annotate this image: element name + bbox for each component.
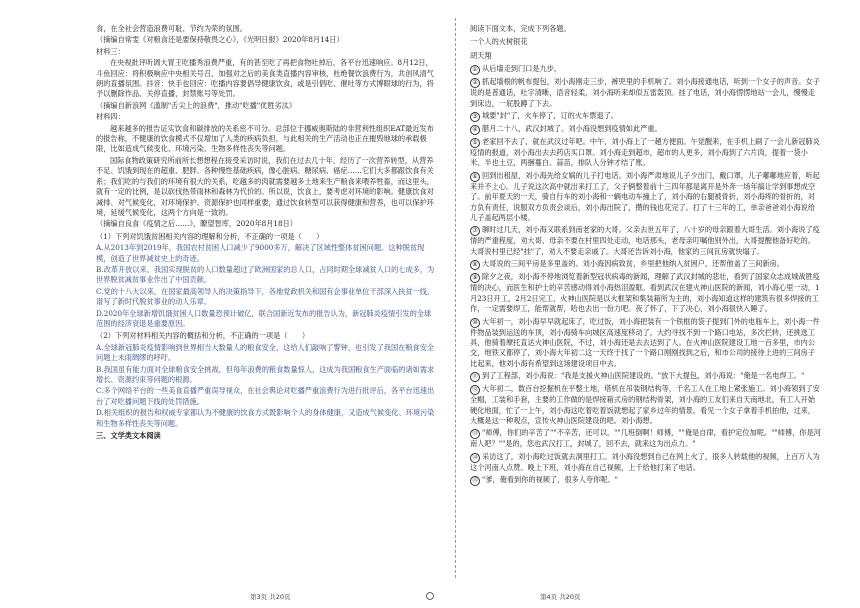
paragraph-number: ② bbox=[470, 78, 480, 88]
paragraph-number: ⑮ bbox=[471, 477, 478, 485]
material-3-label: 材料三： bbox=[96, 46, 125, 56]
paragraph-text: 采访这了，刘小海吃过饭就去洞里打工。刘小海没想到自己在网上火了，很多人转载他的视频，上百万人为这个河南人点赞。晚上下班，刘小海在自己视频，上千给他打来了电话。 bbox=[470, 451, 820, 472]
paragraph-text: 到了工程部，刘小海说："我是支援火神山医院建设的。"放下大提包，刘小海说："俺是一名电焊工。" bbox=[482, 371, 805, 381]
story-paragraph bbox=[470, 428, 822, 449]
paragraph-text: 腊月二十八，武汉封城了。刘小海没想到疫情如此严重。 bbox=[482, 124, 662, 134]
paragraph-text: 老家回不去了，就在武汉过年吧。中午，刘小海上了一趟方便面。午觉醒来，在手机上刷了一会儿新冠肺炎疫情的报道，刘小海出去去药店买口罩。刘小海走到超市，超市的人更多，刘小海到了六片肉，提着一袋小米、半也土豆，两捆蔓白、蒜苗，排队人分钟才结了账。 bbox=[470, 137, 820, 168]
paragraph-text: 大哥说的三间平房是多里盖的。刘小海因病致贫，乡里把他纳入贫困户，还帮他盖了三间新房。 bbox=[482, 259, 784, 269]
source-citation-1: （摘编自常雯《对粮食还是要保持敬畏之心》，《光明日报》2020年8月14日） bbox=[96, 35, 344, 45]
question-2: （2）下列对材料相关内容的概括和分析，不正确的一项是（ ） bbox=[96, 331, 310, 341]
page-number-right: 第4页 共20页 bbox=[540, 593, 581, 601]
story-paragraph bbox=[470, 272, 822, 314]
paragraph-text: 城要"封"了，火车停了，订的火车票退了。 bbox=[482, 111, 618, 121]
material-4-paragraph-2: 国际食物政策研究所前所长想想程在接受采访时说，我们在过去几十年，经历了一次营养转型，从营养不足、饥饿到现在的超重、肥胖、各种慢性基础疾病，像心脏病、糖尿病、癌症……它们大多都跟饮食有关系；我们吃的与我们的环境有很大的关系，吃越多的肉就需要越多土地来生产粮食来喂养牲畜，而这里头，就有一定的比例，是以砍伐热带雨林和森林为代价的。所以说，饮食上，要考虑对环境的影响。健康饮食对减排、对气候变化，对环境保护、资源保护也同样重要，通过饮食转型可以获得健康和营养，也可以保护环境，延缓气候变化，这两个方向是一致的。 bbox=[96, 155, 434, 217]
paragraph-number: ⑧ bbox=[470, 260, 480, 270]
binding-hole-icon bbox=[426, 592, 434, 600]
story-paragraph bbox=[470, 259, 822, 270]
material-4-paragraph-1: 越来越多的报告证实饮食和碳排放的关系密不可分。总部位于挪威奥斯陆的非营利性组织EAT最近发布的报告称，不健康的饮食模式不仅增加了人类的疾病负担，与此相关的生产活动也正在摧毁地球的承载极限，比如造成气候变化、环境污染、生物多样性丧失等问题。 bbox=[96, 123, 434, 154]
source-citation-2: （摘编自新浪网《滥制"舌尖上的浪费"，推动"吃播"优胜劣汰》 bbox=[96, 100, 297, 110]
paragraph-text: "爹，俺看到你的视频了，很多人夸你呢。" bbox=[482, 475, 618, 485]
reading-instruction: 阅读下面文本，完成下列各题。 bbox=[470, 24, 571, 33]
paragraph-number: ⑭ bbox=[471, 453, 478, 461]
story-author: 胡天翔 bbox=[470, 50, 492, 60]
paragraph-number: ⑪ bbox=[471, 373, 478, 381]
story-paragraph bbox=[470, 475, 822, 486]
question-1: （1）下列对饥饿贫困相关内容的理解和分析，不正确的一项是（ ） bbox=[96, 231, 324, 241]
right-column bbox=[470, 24, 822, 488]
source-citation-3: （摘编自良食《疫情之后……》，瞭望智库，2020年8月18日） bbox=[96, 219, 297, 229]
question-1-option-b[interactable]: B.改革开放以来，我国实现脱贫的人口数量超过了欧洲国家的总人口，占同时期全球减贫人口的七成多，为世界脱贫减贫事业作出了中国贡献。 bbox=[96, 264, 435, 285]
question-2-option-d[interactable]: D.相关组织的报告和权威专家都认为不健康的饮食方式既影响个人的身体健康，又造成气候变化、环境污染和生物多样性丧失等问题。 bbox=[96, 408, 435, 428]
intro-line: 食，在全社会营造浪费可耻、节约为荣的氛围。 bbox=[96, 24, 247, 33]
paragraph-number: ③ bbox=[470, 112, 480, 122]
paragraph-text: 大年初一，刘小海早早就起床了，吃过饭，刘小海把装有一个铁框的袋子提到门外的电瓶车上，刘小海一件件物品装到运送的车顶，刘小海骑车向城区高速度移动了，大约寻找不到一个路口电站，多次拦转，还挑选工具，他骑着摩托直达火神山医院，不过，刘小海还是去去达到了人。在火神山医院建设工地一百多里，市内公交，地铁又都停了，刘小海大年初二这一天终于找了一个路口刚刚找到之后，和市公司的接待上进的三间房子比起来，他刘小海有希望到这场建设项目中去。 bbox=[470, 316, 820, 368]
paragraph-text: 抓起墙根的帆布提包，刘小海刚走三步，裤兜里的手机响了。刘小海接通电话，听到一个女子的声音。女子说的是普通话，吐字清晰，语音轻柔，刘小海听来却似五雷轰顶。挂了电话，刘小海愣愣地站一会儿，慢慢走到床边，一屁股蹲了下去。 bbox=[470, 77, 820, 108]
paragraph-number: ⑤ bbox=[470, 138, 480, 148]
paragraph-number: ⑫ bbox=[471, 386, 478, 394]
story-paragraph bbox=[470, 384, 822, 426]
story-title: 一个人的火树银花 bbox=[470, 37, 528, 47]
paragraph-number: ⑬ bbox=[471, 430, 478, 438]
paragraph-number: ⑦ bbox=[470, 226, 480, 236]
story-paragraph bbox=[470, 452, 822, 473]
paragraph-text: 回到出租屋，刘小海先给女娲的儿子打电话。刘小海严肃地说儿子少出门，戴口罩，儿子嘟嘟地应着，听起来并不上心。儿子说这次高中就出来打工了，父子俩整着前十三四年都是离开是外奔一场年搞让学到事想成空了。前年夏天的一天，骑自行车的刘小海和一辆电动车撞上了，刘小海的右腿被骨折，刘小海疼的骨折的，对方负有责任，说服双方负责会谈后，刘小海出院了，攒的钱也花完了。打了十三年的工，单亲爸爸刘小海说给儿子盖起两层小楼。 bbox=[470, 170, 820, 223]
paragraph-text: 聊时过几天，刘小海又联系到南老家的大哥。父亲去世五年了，八十岁的母亲跟着大哥生活。刘小海说了疫情的严重程度，劝大哥、母亲不要在村里四处走动，电话那头，老母亲叮嘱他别外出，大哥提醒他备好吃的。大哥说村里已经"挂"了，劝人不要走亲戚了。大哥还告诉刘小海，他家的三间瓦房就快塌了。 bbox=[470, 225, 820, 256]
paragraph-text: "师傅，你们的辛苦了""不辛苦，还可以，""几班倒啊！师傅，""俺是自律，看护定位加呢。""师傅，你是河南人吧？""是的，您也武汉打工，封城了，回不去，就来这为出点力。" bbox=[470, 428, 821, 449]
question-1-option-d[interactable]: D.2020年全球新增饥饿贫困人口数量恐预计破亿，联合国新近发布的报告认为，新冠肺炎疫情引发的全球范围的经济衰退是重要原因。 bbox=[96, 308, 432, 328]
story-paragraph bbox=[470, 371, 822, 382]
story-paragraph bbox=[470, 124, 822, 135]
paragraph-text: 从后墙走到门口是九步。 bbox=[482, 64, 562, 74]
page-number-left: 第3页 共20页 bbox=[250, 593, 291, 601]
story-paragraph bbox=[470, 77, 822, 109]
question-2-option-a[interactable]: A.全球新冠肺炎疫情影响到世界相当大数量人的粮食安全，这给人们敲响了警钟，也引发了我国在粮食安全问题上未雨绸缪的呼吁。 bbox=[96, 342, 435, 363]
material-3-body: 在央视批评听调大胃王吃播秀浪费严重，有的甚至吃了再把食物吐掉后，各平台迅速响应。8月12日，斗鱼回应：将积极响应中央相关号召，加强对之后的美食类直播内容审核，杜绝餐饮浪费行为，共创风清气朗的直播氛围。抖音：快手也回应：吃播内容要倡导健康饮食，或是引倡吃、催吐等方式博眼球的行为，将予以删除作品、关停直播，封禁账号等处罚。 bbox=[96, 58, 434, 99]
story-paragraph bbox=[470, 225, 822, 257]
paragraph-number: ⑥ bbox=[470, 172, 480, 182]
material-4-label: 材料四： bbox=[96, 112, 125, 122]
paragraph-number: ⑨ bbox=[470, 273, 480, 283]
question-1-option-c[interactable]: C.党的十八大以来，在国家最高领导人的决策指导下，各地党政机关和国有企事业单位干部深入扶贫一线，谱写了新时代脱贫事业的动人乐章。 bbox=[96, 286, 435, 307]
paragraph-text: 除夕之夜，刘小海不停地浏览着新型冠状病毒的新闻，理解了武汉封城的悲壮，看到了国家众志成城战胜疫情的决心，而医生和护士的辛苦感动得刘小海热泪盈眶。看到武汉在建火神山医院的新闻，刘小海心里一动，1月23日开工，2月2日完工，火神山医院是以火框架和集装箱所为主的，刘小海知道这样的建筑有很多焊接的工作，一定需要焊工，能帮就帮，哈也去出一份力吧。夜了怀了，下了决心，刘小海很快入睡了。 bbox=[470, 272, 820, 314]
paragraph-number: ④ bbox=[470, 125, 480, 135]
story-paragraph bbox=[470, 64, 822, 75]
question-2-option-b[interactable]: B.我国虽有能力面对全球粮食安全挑战，但每年浪费的粮食数量惊人，这成为我国粮食生产面临的诸如需求增长、资源约束等问题的根源。 bbox=[96, 364, 435, 384]
question-1-option-a[interactable]: A.从2013年到2019年，我国农村贫困人口减少了9000多万，解决了区域性整体贫困问题。这种脱贫现模，创造了世界减贫史上的奇迹。 bbox=[96, 243, 425, 263]
story-paragraph bbox=[470, 171, 822, 224]
paragraph-text: 大年初二，数百台挖掘机在平整土地，塔机在吊装钢结构等，千名工人在工地上紧张施工。刘小海领到了安全帽，工装和手套，主要的工作做的是焊接箱式房的钢结构骨架，刘小海的工友们来自天南地北，有工人开始硬化地面，忙了一上午，刘小海这吃着吃着饭就想起了家乡过年的情景，看见一个女子拿着手机拍他，过来，大概是这一种观点，宣传火神山医院建设的吧。刘小海想。 bbox=[470, 384, 820, 425]
story-paragraph bbox=[470, 111, 822, 122]
story-paragraph bbox=[470, 317, 822, 370]
paragraph-number: ① bbox=[470, 65, 480, 75]
paragraph-number: ⑩ bbox=[470, 318, 480, 328]
section-3-title: 三、文学类文本阅读 bbox=[96, 431, 161, 441]
story-body bbox=[470, 64, 822, 486]
question-2-option-c[interactable]: C.多个网络平台的一些美食直播严重误导视众，在社会舆论对吃播严重浪费行为进行批评后，各平台迅速出台了对吃播问题下线的处罚措施。 bbox=[96, 386, 435, 406]
column-divider bbox=[455, 18, 456, 578]
story-paragraph bbox=[470, 137, 822, 169]
left-column bbox=[96, 24, 436, 442]
